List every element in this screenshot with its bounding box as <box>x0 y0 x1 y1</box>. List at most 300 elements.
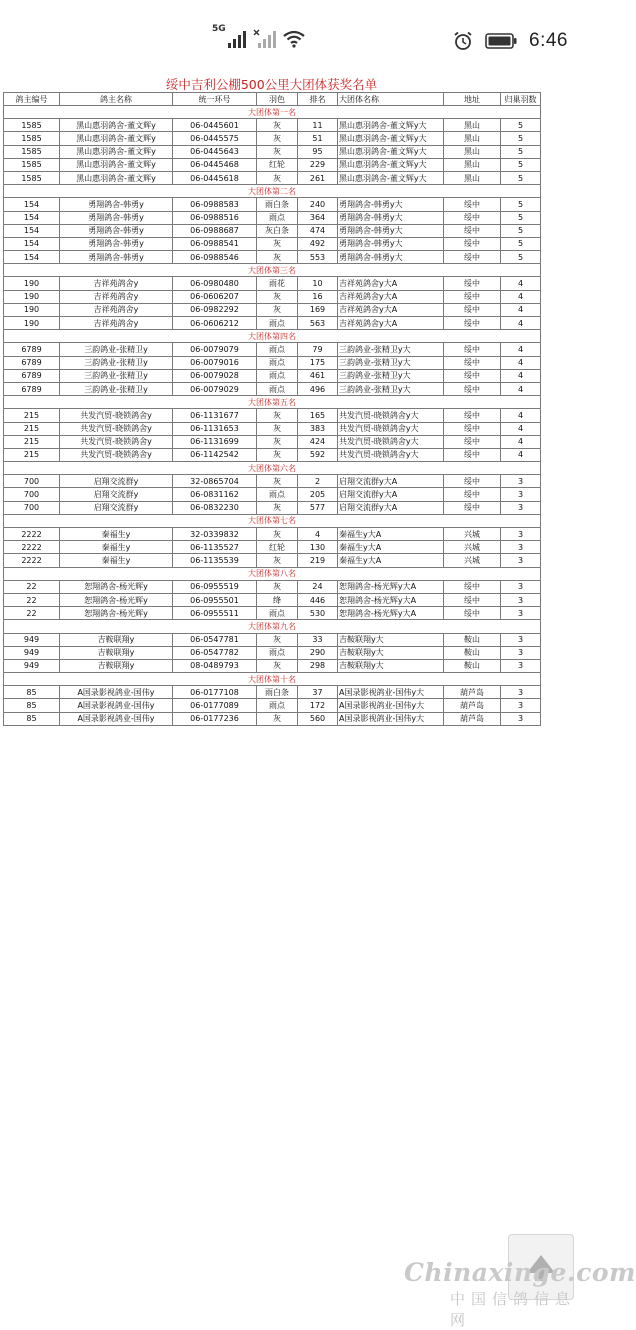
cell-feather-color: 灰 <box>257 580 298 593</box>
cell-team-name: 恕翔鸽舍-杨光辉y大A <box>338 580 444 593</box>
cell-owner-id: 85 <box>4 699 60 712</box>
award-document <box>3 77 540 726</box>
cell-owner-name: 启翔交流群y <box>60 501 173 514</box>
cell-owner-name: 勇翔鸽舍-韩勇y <box>60 251 173 264</box>
cell-rank: 461 <box>298 369 338 382</box>
cell-address: 黑山 <box>444 145 501 158</box>
cell-returned-count: 3 <box>501 580 541 593</box>
cell-owner-name: 秦福生y <box>60 554 173 567</box>
cell-team-name: 启翔交流群y大A <box>338 501 444 514</box>
table-row <box>4 633 541 646</box>
cell-team-name: 三韵鸽业-张精卫y大 <box>338 356 444 369</box>
cell-owner-name: 恕翔鸽舍-杨光辉y <box>60 580 173 593</box>
cell-ring-number: 06-1135539 <box>173 554 257 567</box>
table-row <box>4 607 541 620</box>
cell-address: 绥中 <box>444 382 501 395</box>
cell-address: 绥中 <box>444 237 501 250</box>
group-heading: 大团体第八名 <box>4 567 541 580</box>
table-row <box>4 528 541 541</box>
cell-address: 绥中 <box>444 422 501 435</box>
cell-returned-count: 4 <box>501 356 541 369</box>
cell-address: 黑山 <box>444 171 501 184</box>
cell-address: 绥中 <box>444 303 501 316</box>
cell-team-name: 秦福生y大A <box>338 528 444 541</box>
cell-owner-name: 黑山惠羽鸽舍-董文辉y <box>60 145 173 158</box>
cell-rank: 2 <box>298 475 338 488</box>
cell-address: 绥中 <box>444 251 501 264</box>
cell-rank: 560 <box>298 712 338 725</box>
table-row <box>4 554 541 567</box>
cell-address: 葫芦岛 <box>444 686 501 699</box>
cell-owner-name: 勇翔鸽舍-韩勇y <box>60 198 173 211</box>
cell-returned-count: 5 <box>501 119 541 132</box>
cell-owner-id: 949 <box>4 633 60 646</box>
cell-ring-number: 06-0079079 <box>173 343 257 356</box>
cell-owner-name: 恕翔鸽舍-杨光辉y <box>60 607 173 620</box>
cell-owner-id: 1585 <box>4 132 60 145</box>
cell-returned-count: 3 <box>501 554 541 567</box>
cell-owner-name: 共发汽贸-晓锁鸽舍y <box>60 422 173 435</box>
cell-rank: 592 <box>298 448 338 461</box>
cell-owner-id: 1585 <box>4 145 60 158</box>
cell-owner-name: 共发汽贸-晓锁鸽舍y <box>60 435 173 448</box>
cell-team-name: 吉鞍联翔y大 <box>338 633 444 646</box>
header-feather-color: 羽色 <box>257 93 298 106</box>
cell-ring-number: 06-0606212 <box>173 317 257 330</box>
watermark-chinese: 中国信鸽信息网 <box>450 1290 577 1329</box>
cell-returned-count: 5 <box>501 158 541 171</box>
cell-address: 绥中 <box>444 290 501 303</box>
cell-address: 绥中 <box>444 580 501 593</box>
table-header-row <box>4 93 541 106</box>
table-row <box>4 646 541 659</box>
cell-team-name: 秦福生y大A <box>338 541 444 554</box>
cell-owner-id: 190 <box>4 317 60 330</box>
cell-returned-count: 3 <box>501 501 541 514</box>
cell-owner-name: 三韵鸽业-张精卫y <box>60 343 173 356</box>
cell-owner-id: 154 <box>4 224 60 237</box>
table-row <box>4 317 541 330</box>
cell-returned-count: 4 <box>501 369 541 382</box>
table-row <box>4 132 541 145</box>
cell-rank: 553 <box>298 251 338 264</box>
group-heading-row <box>4 620 541 633</box>
cell-returned-count: 5 <box>501 224 541 237</box>
cell-ring-number: 06-0988546 <box>173 251 257 264</box>
cell-ring-number: 06-1131677 <box>173 409 257 422</box>
cell-owner-id: 700 <box>4 475 60 488</box>
alarm-icon <box>453 31 473 51</box>
cell-owner-name: 吉祥苑鸽舍y <box>60 317 173 330</box>
cell-rank: 577 <box>298 501 338 514</box>
cell-feather-color: 灰 <box>257 554 298 567</box>
cell-team-name: 黑山惠羽鸽舍-董文辉y大 <box>338 171 444 184</box>
cell-team-name: 共发汽贸-晓锁鸽舍y大 <box>338 448 444 461</box>
group-heading-row <box>4 673 541 686</box>
wifi-icon <box>282 30 306 48</box>
cell-ring-number: 06-0445575 <box>173 132 257 145</box>
cell-team-name: 勇翔鸽舍-韩勇y大 <box>338 198 444 211</box>
cell-team-name: 启翔交流群y大A <box>338 488 444 501</box>
header-returned-count: 归巢羽数 <box>501 93 541 106</box>
cell-team-name: 恕翔鸽舍-杨光辉y大A <box>338 593 444 606</box>
cell-rank: 290 <box>298 646 338 659</box>
cell-ring-number: 06-0177236 <box>173 712 257 725</box>
cell-returned-count: 3 <box>501 528 541 541</box>
cell-ring-number: 06-0955511 <box>173 607 257 620</box>
group-heading: 大团体第四名 <box>4 330 541 343</box>
table-row <box>4 382 541 395</box>
cell-feather-color: 雨白条 <box>257 686 298 699</box>
cell-rank: 492 <box>298 237 338 250</box>
table-row <box>4 224 541 237</box>
cell-rank: 496 <box>298 382 338 395</box>
cell-ring-number: 32-0339832 <box>173 528 257 541</box>
cell-address: 绥中 <box>444 277 501 290</box>
cell-owner-id: 215 <box>4 435 60 448</box>
cell-owner-name: A国录影视鸽业-国伟y <box>60 712 173 725</box>
cell-owner-id: 154 <box>4 237 60 250</box>
table-row <box>4 237 541 250</box>
cell-ring-number: 06-0955519 <box>173 580 257 593</box>
cell-owner-name: 黑山惠羽鸽舍-董文辉y <box>60 132 173 145</box>
group-heading: 大团体第七名 <box>4 514 541 527</box>
cell-team-name: 吉祥苑鸽舍y大A <box>338 317 444 330</box>
cell-ring-number: 06-1142542 <box>173 448 257 461</box>
cell-address: 绥中 <box>444 593 501 606</box>
cell-owner-id: 6789 <box>4 382 60 395</box>
cell-returned-count: 3 <box>501 712 541 725</box>
header-owner-id: 鸽主编号 <box>4 93 60 106</box>
cell-ring-number: 06-1131653 <box>173 422 257 435</box>
cell-owner-name: 秦福生y <box>60 541 173 554</box>
cell-ring-number: 06-0445601 <box>173 119 257 132</box>
cell-team-name: 勇翔鸽舍-韩勇y大 <box>338 237 444 250</box>
cell-rank: 240 <box>298 198 338 211</box>
cell-team-name: 吉祥苑鸽舍y大A <box>338 290 444 303</box>
cell-feather-color: 雨点 <box>257 356 298 369</box>
table-row <box>4 145 541 158</box>
cell-rank: 33 <box>298 633 338 646</box>
cell-owner-name: 吉鞍联翔y <box>60 659 173 672</box>
table-row <box>4 475 541 488</box>
cell-ring-number: 06-0547781 <box>173 633 257 646</box>
cell-owner-id: 190 <box>4 277 60 290</box>
cell-owner-id: 700 <box>4 501 60 514</box>
cell-owner-id: 1585 <box>4 119 60 132</box>
cell-feather-color: 雨点 <box>257 211 298 224</box>
cell-feather-color: 灰 <box>257 132 298 145</box>
group-heading-row <box>4 567 541 580</box>
cell-ring-number: 08-0489793 <box>173 659 257 672</box>
cell-rank: 530 <box>298 607 338 620</box>
cell-owner-name: 黑山惠羽鸽舍-董文辉y <box>60 158 173 171</box>
cell-feather-color: 雨点 <box>257 699 298 712</box>
cell-team-name: A国录影视鸽业-国伟y大 <box>338 712 444 725</box>
cell-owner-name: 三韵鸽业-张精卫y <box>60 382 173 395</box>
cell-owner-name: 吉鞍联翔y <box>60 633 173 646</box>
cell-returned-count: 3 <box>501 607 541 620</box>
table-row <box>4 211 541 224</box>
cell-feather-color: 雨点 <box>257 607 298 620</box>
group-heading-row <box>4 462 541 475</box>
cell-ring-number: 06-0988583 <box>173 198 257 211</box>
cell-returned-count: 3 <box>501 633 541 646</box>
cell-owner-name: 恕翔鸽舍-杨光辉y <box>60 593 173 606</box>
cell-feather-color: 灰 <box>257 528 298 541</box>
cell-feather-color: 红轮 <box>257 541 298 554</box>
cell-feather-color: 雨点 <box>257 382 298 395</box>
cell-feather-color: 灰 <box>257 409 298 422</box>
cell-rank: 24 <box>298 580 338 593</box>
cell-owner-name: 启翔交流群y <box>60 488 173 501</box>
cell-feather-color: 灰 <box>257 290 298 303</box>
cell-owner-name: 吉祥苑鸽舍y <box>60 277 173 290</box>
group-heading-row <box>4 185 541 198</box>
cell-feather-color: 灰 <box>257 171 298 184</box>
status-bar-right <box>453 30 568 52</box>
cell-rank: 474 <box>298 224 338 237</box>
group-heading-row <box>4 106 541 119</box>
cell-ring-number: 06-0831162 <box>173 488 257 501</box>
header-address: 地址 <box>444 93 501 106</box>
cell-feather-color: 灰 <box>257 659 298 672</box>
cell-owner-id: 85 <box>4 712 60 725</box>
cell-feather-color: 灰 <box>257 251 298 264</box>
status-bar-left <box>212 24 306 48</box>
cell-rank: 169 <box>298 303 338 316</box>
cell-ring-number: 32-0865704 <box>173 475 257 488</box>
cell-ring-number: 06-1135527 <box>173 541 257 554</box>
table-row <box>4 686 541 699</box>
cell-owner-id: 154 <box>4 211 60 224</box>
cell-owner-name: A国录影视鸽业-国伟y <box>60 699 173 712</box>
cell-returned-count: 5 <box>501 237 541 250</box>
cell-rank: 37 <box>298 686 338 699</box>
cell-team-name: 黑山惠羽鸽舍-董文辉y大 <box>338 145 444 158</box>
cell-returned-count: 4 <box>501 317 541 330</box>
cell-address: 绥中 <box>444 475 501 488</box>
cell-owner-name: 三韵鸽业-张精卫y <box>60 356 173 369</box>
cell-owner-id: 2222 <box>4 528 60 541</box>
cell-owner-name: 吉鞍联翔y <box>60 646 173 659</box>
cell-returned-count: 5 <box>501 132 541 145</box>
cell-owner-id: 22 <box>4 607 60 620</box>
cell-feather-color: 雨点 <box>257 646 298 659</box>
cell-returned-count: 4 <box>501 277 541 290</box>
cell-ring-number: 06-0547782 <box>173 646 257 659</box>
cell-team-name: 共发汽贸-晓锁鸽舍y大 <box>338 409 444 422</box>
cell-address: 绥中 <box>444 409 501 422</box>
cell-ring-number: 06-0445618 <box>173 171 257 184</box>
document-title: 绥中吉利公棚500公里大团体获奖名单 <box>165 77 378 92</box>
cell-feather-color: 雨点 <box>257 488 298 501</box>
cell-owner-id: 949 <box>4 659 60 672</box>
cell-returned-count: 4 <box>501 409 541 422</box>
table-row <box>4 422 541 435</box>
cell-address: 绥中 <box>444 369 501 382</box>
cell-owner-name: 吉祥苑鸽舍y <box>60 290 173 303</box>
cell-team-name: 三韵鸽业-张精卫y大 <box>338 343 444 356</box>
cell-owner-id: 700 <box>4 488 60 501</box>
cell-rank: 10 <box>298 277 338 290</box>
group-heading: 大团体第十名 <box>4 673 541 686</box>
cell-returned-count: 3 <box>501 646 541 659</box>
cell-ring-number: 06-0988516 <box>173 211 257 224</box>
cell-returned-count: 3 <box>501 541 541 554</box>
group-heading-row <box>4 330 541 343</box>
cell-owner-name: 勇翔鸽舍-韩勇y <box>60 237 173 250</box>
table-row <box>4 277 541 290</box>
cell-rank: 11 <box>298 119 338 132</box>
cell-team-name: 吉鞍联翔y大 <box>338 646 444 659</box>
table-row <box>4 699 541 712</box>
cell-ring-number: 06-0079029 <box>173 382 257 395</box>
status-time: 6:46 <box>529 30 568 51</box>
table-row <box>4 448 541 461</box>
cell-rank: 446 <box>298 593 338 606</box>
cell-returned-count: 4 <box>501 448 541 461</box>
cell-returned-count: 5 <box>501 171 541 184</box>
cell-owner-id: 215 <box>4 422 60 435</box>
cell-team-name: 黑山惠羽鸽舍-董文辉y大 <box>338 132 444 145</box>
cell-owner-name: 勇翔鸽舍-韩勇y <box>60 224 173 237</box>
cell-rank: 4 <box>298 528 338 541</box>
cell-address: 绥中 <box>444 198 501 211</box>
cell-feather-color: 红轮 <box>257 158 298 171</box>
table-row <box>4 343 541 356</box>
cell-team-name: A国录影视鸽业-国伟y大 <box>338 699 444 712</box>
cell-address: 绥中 <box>444 356 501 369</box>
cell-team-name: 共发汽贸-晓锁鸽舍y大 <box>338 435 444 448</box>
cell-owner-name: A国录影视鸽业-国伟y <box>60 686 173 699</box>
cell-team-name: 恕翔鸽舍-杨光辉y大A <box>338 607 444 620</box>
cell-ring-number: 06-0982292 <box>173 303 257 316</box>
cell-ring-number: 06-0988687 <box>173 224 257 237</box>
cell-owner-id: 22 <box>4 580 60 593</box>
cell-owner-id: 6789 <box>4 369 60 382</box>
group-heading-row <box>4 514 541 527</box>
cell-feather-color: 雨点 <box>257 343 298 356</box>
cell-ring-number: 06-0445468 <box>173 158 257 171</box>
cell-owner-id: 6789 <box>4 343 60 356</box>
cell-returned-count: 5 <box>501 251 541 264</box>
cell-feather-color: 雨白条 <box>257 198 298 211</box>
cell-returned-count: 3 <box>501 686 541 699</box>
table-row <box>4 580 541 593</box>
group-heading: 大团体第一名 <box>4 106 541 119</box>
cell-owner-id: 2222 <box>4 554 60 567</box>
cell-returned-count: 3 <box>501 593 541 606</box>
cell-rank: 364 <box>298 211 338 224</box>
cell-feather-color: 灰 <box>257 435 298 448</box>
cell-returned-count: 4 <box>501 303 541 316</box>
cell-ring-number: 06-0980480 <box>173 277 257 290</box>
header-owner-name: 鸽主名称 <box>60 93 173 106</box>
cell-owner-name: 黑山惠羽鸽舍-董文辉y <box>60 171 173 184</box>
cell-owner-name: 秦福生y <box>60 528 173 541</box>
cell-owner-name: 黑山惠羽鸽舍-董文辉y <box>60 119 173 132</box>
cell-returned-count: 5 <box>501 198 541 211</box>
cell-owner-id: 190 <box>4 303 60 316</box>
group-heading: 大团体第二名 <box>4 185 541 198</box>
cellular-signal-icon <box>228 30 248 48</box>
table-row <box>4 251 541 264</box>
cell-ring-number: 06-0079028 <box>173 369 257 382</box>
header-rank: 排名 <box>298 93 338 106</box>
cell-feather-color: 雨花 <box>257 277 298 290</box>
cell-rank: 383 <box>298 422 338 435</box>
cell-owner-name: 吉祥苑鸽舍y <box>60 303 173 316</box>
cell-rank: 165 <box>298 409 338 422</box>
cell-owner-name: 三韵鸽业-张精卫y <box>60 369 173 382</box>
cell-ring-number: 06-0955501 <box>173 593 257 606</box>
cell-owner-id: 1585 <box>4 158 60 171</box>
cell-owner-id: 215 <box>4 448 60 461</box>
cell-ring-number: 06-0445643 <box>173 145 257 158</box>
cell-address: 绥中 <box>444 211 501 224</box>
header-ring-number: 统一环号 <box>173 93 257 106</box>
cell-team-name: 黑山惠羽鸽舍-董文辉y大 <box>338 119 444 132</box>
award-table <box>3 92 541 726</box>
cell-owner-id: 190 <box>4 290 60 303</box>
cell-team-name: 三韵鸽业-张精卫y大 <box>338 369 444 382</box>
cell-ring-number: 06-1131699 <box>173 435 257 448</box>
cell-returned-count: 4 <box>501 290 541 303</box>
cell-ring-number: 06-0988541 <box>173 237 257 250</box>
cell-feather-color: 灰 <box>257 712 298 725</box>
cell-owner-name: 共发汽贸-晓锁鸽舍y <box>60 409 173 422</box>
cell-address: 葫芦岛 <box>444 699 501 712</box>
cell-address: 黑山 <box>444 119 501 132</box>
cell-owner-id: 154 <box>4 251 60 264</box>
cell-rank: 79 <box>298 343 338 356</box>
cell-team-name: 共发汽贸-晓锁鸽舍y大 <box>338 422 444 435</box>
cell-address: 兴城 <box>444 541 501 554</box>
cell-owner-name: 共发汽贸-晓锁鸽舍y <box>60 448 173 461</box>
cell-rank: 424 <box>298 435 338 448</box>
watermark <box>400 1258 636 1329</box>
table-row <box>4 409 541 422</box>
table-row <box>4 303 541 316</box>
cell-team-name: 秦福生y大A <box>338 554 444 567</box>
table-row <box>4 712 541 725</box>
table-row <box>4 541 541 554</box>
cell-feather-color: 灰 <box>257 422 298 435</box>
table-row <box>4 356 541 369</box>
cell-feather-color: 灰 <box>257 237 298 250</box>
cell-returned-count: 3 <box>501 475 541 488</box>
cell-owner-id: 85 <box>4 686 60 699</box>
table-row <box>4 593 541 606</box>
cell-address: 绥中 <box>444 488 501 501</box>
table-row <box>4 501 541 514</box>
cell-feather-color: 雨点 <box>257 369 298 382</box>
cell-ring-number: 06-0079016 <box>173 356 257 369</box>
group-heading: 大团体第九名 <box>4 620 541 633</box>
no-signal-icon <box>254 30 276 48</box>
cell-address: 绥中 <box>444 317 501 330</box>
cell-feather-color: 灰白条 <box>257 224 298 237</box>
cell-address: 绥中 <box>444 448 501 461</box>
cell-returned-count: 3 <box>501 699 541 712</box>
cell-rank: 205 <box>298 488 338 501</box>
cell-team-name: 吉祥苑鸽舍y大A <box>338 303 444 316</box>
battery-icon <box>485 33 517 49</box>
cell-owner-id: 1585 <box>4 171 60 184</box>
cell-address: 绥中 <box>444 435 501 448</box>
cell-owner-id: 6789 <box>4 356 60 369</box>
